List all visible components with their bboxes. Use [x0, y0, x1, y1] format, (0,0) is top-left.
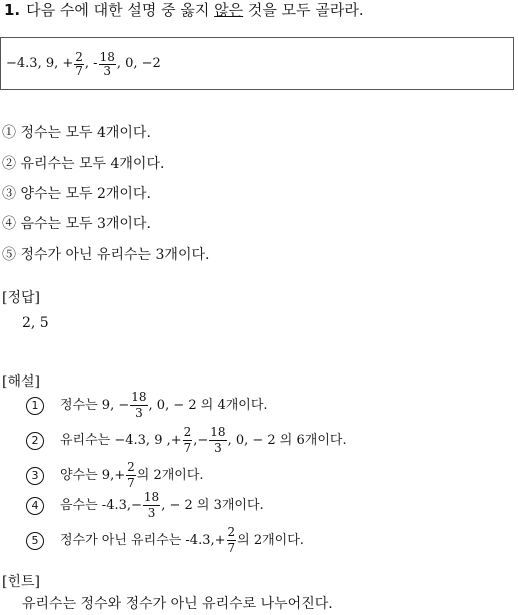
- fraction-denominator: 7: [75, 63, 83, 78]
- option-5: ⑤ 정수가 아닌 유리수는 3개이다.: [2, 247, 210, 263]
- numbers-list: [6, 46, 161, 82]
- fraction: [126, 460, 136, 491]
- explanation-item-3: [26, 460, 204, 491]
- fraction: [183, 425, 193, 456]
- exp-text-a: 정수는 9, −: [60, 397, 130, 413]
- option-2: ② 유리수는 모두 4개이다.: [2, 156, 165, 172]
- exp-text-b: 의 2개이다.: [136, 467, 204, 483]
- fraction-denominator: 3: [147, 506, 156, 520]
- fraction-numerator: 18: [131, 390, 147, 404]
- circled-number: 1: [26, 397, 44, 415]
- explanation-item-5: [26, 525, 304, 556]
- exp-text-b: 의 2개이다.: [237, 532, 304, 548]
- exp-text-b: , − 2 의 3개이다.: [161, 497, 264, 513]
- option-4: ④ 음수는 모두 3개이다.: [2, 216, 151, 232]
- exp-text-c: , 0, − 2 의 6개이다.: [227, 432, 347, 448]
- option-1: ① 정수는 모두 4개이다.: [2, 125, 151, 141]
- explanation-item-1: [26, 390, 268, 421]
- numbers-mid: , -: [84, 56, 98, 71]
- fraction-denominator: 7: [227, 541, 236, 555]
- circled-number: 2: [26, 432, 44, 450]
- exp-text-a: 정수가 아닌 유리수는 -4.3,+: [60, 532, 226, 548]
- exp-text-b: , 0, − 2 의 4개이다.: [148, 397, 268, 413]
- fraction-numerator: 2: [127, 460, 135, 474]
- fraction: [227, 525, 237, 556]
- question-title: [4, 0, 364, 20]
- answer-label: [정답]: [2, 290, 40, 306]
- numbers-suffix: , 0, −2: [116, 56, 161, 71]
- fraction-numerator: 2: [227, 525, 236, 539]
- fraction-denominator: 3: [214, 441, 222, 455]
- explanation-item-2: [26, 425, 347, 456]
- fraction-numerator: 2: [183, 425, 192, 439]
- option-3: ③ 양수는 모두 2개이다.: [2, 186, 151, 202]
- explanation-item-4: [26, 490, 264, 521]
- fraction-numerator: 18: [210, 425, 226, 439]
- question-text-before: 다음 수에 대한 설명 중 옳지: [26, 1, 215, 19]
- exp-text-a: 유리수는 −4.3, 9 ,+: [60, 432, 182, 448]
- circled-number: 3: [26, 467, 44, 485]
- fraction-denominator: 3: [135, 406, 143, 420]
- circled-number: 4: [26, 497, 44, 515]
- explanation-label: [해설]: [2, 374, 40, 390]
- fraction: [130, 390, 147, 421]
- fraction-denominator: 7: [127, 476, 135, 490]
- numbers-prefix: −4.3, 9, +: [6, 56, 74, 71]
- fraction: [143, 490, 160, 521]
- circled-number: 5: [26, 532, 44, 550]
- question-underlined: 않은: [214, 1, 244, 19]
- hint-text: 유리수는 정수와 정수가 아닌 유리수로 나누어진다.: [22, 596, 333, 612]
- fraction-2-7: [74, 51, 84, 78]
- fraction-numerator: 18: [99, 49, 115, 64]
- exp-text-b: ,−: [193, 432, 209, 448]
- fraction-numerator: 2: [75, 49, 83, 64]
- exp-text-a: 양수는 9,+: [60, 467, 126, 483]
- fraction-numerator: 18: [143, 490, 160, 504]
- exp-text-a: 음수는 -4.3,−: [60, 497, 142, 513]
- fraction-18-3: [99, 51, 116, 78]
- fraction-denominator: 3: [103, 63, 112, 78]
- question-text-after: 것을 모두 골라라.: [243, 1, 364, 19]
- answer-value: 2, 5: [22, 315, 49, 331]
- fraction-denominator: 7: [183, 441, 192, 455]
- question-number: 1.: [4, 1, 21, 19]
- fraction: [209, 425, 226, 456]
- hint-label: [힌트]: [2, 574, 40, 590]
